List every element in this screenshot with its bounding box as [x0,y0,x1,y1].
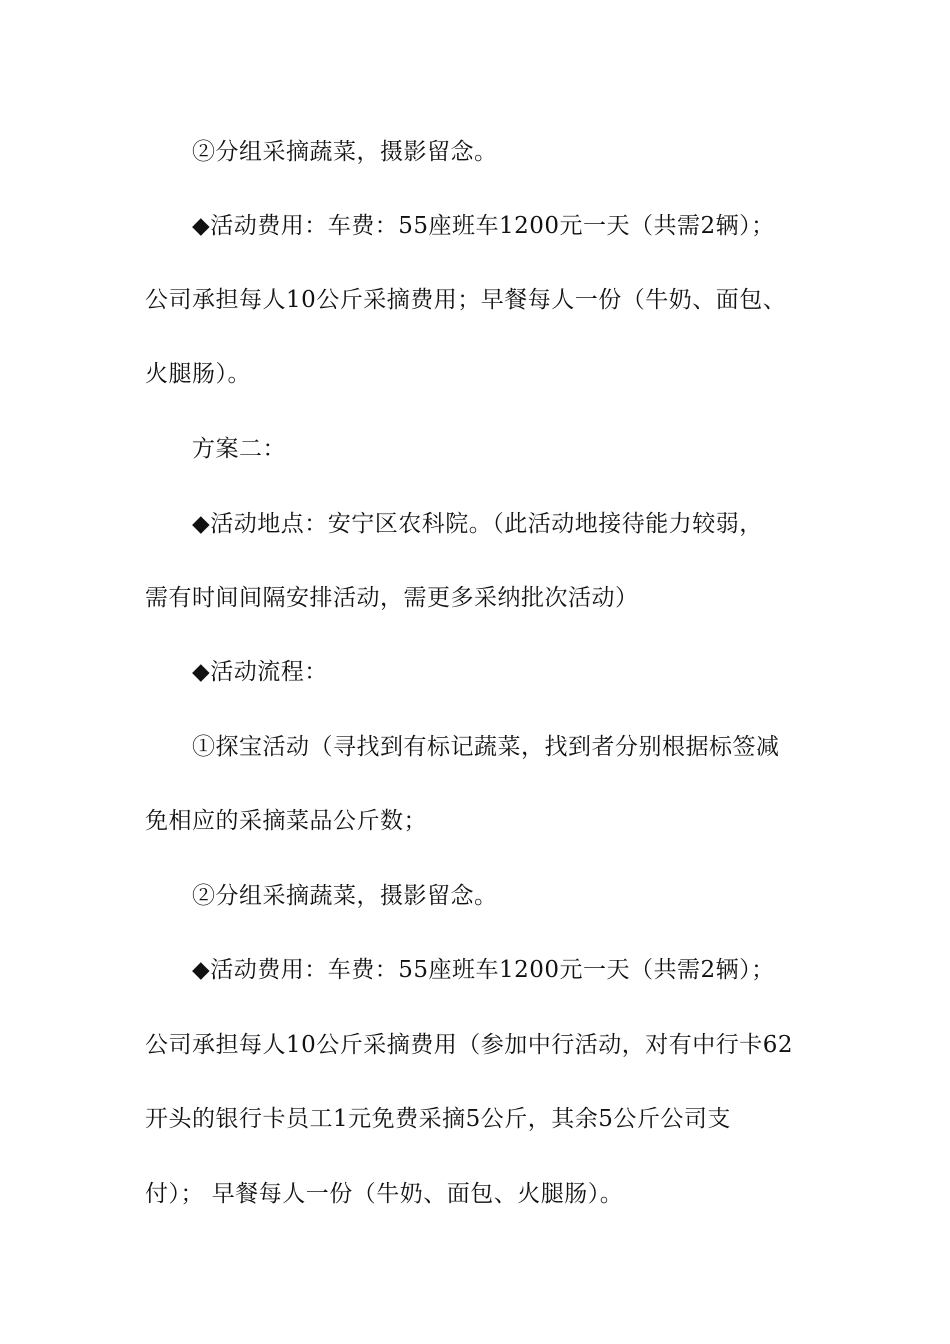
text-line: 付）； 早餐每人一份（牛奶、面包、火腿肠）。 [145,1181,624,1207]
text-line: ◆活动费用：车费：55座班车1200元一天（共需2辆）； [192,213,775,239]
text-line: 公司承担每人10公斤采摘费用；早餐每人一份（牛奶、面包、 [145,287,787,313]
text-line: ①探宝活动（寻找到有标记蔬菜，找到者分别根据标签减 [192,734,780,760]
text-line: 公司承担每人10公斤采摘费用（参加中行活动，对有中行卡62 [145,1032,794,1058]
text-line: 火腿肠）。 [145,361,251,387]
text-line: ②分组采摘蔬菜，摄影留念。 [192,139,498,165]
text-line: 开头的银行卡员工1元免费采摘5公斤，其余5公斤公司支 [145,1106,731,1132]
text-line: 需有时间间隔安排活动，需更多采纳批次活动） [145,585,639,611]
text-line: ◆活动费用：车费：55座班车1200元一天（共需2辆）； [192,957,775,983]
text-line: 免相应的采摘菜品公斤数； [145,808,427,834]
text-line: ◆活动地点：安宁区农科院。（此活动地接待能力较弱， [192,511,763,537]
text-line: ◆活动流程： [192,659,328,685]
section-heading: 方案二： [192,436,286,462]
text-line: ②分组采摘蔬菜，摄影留念。 [192,883,498,909]
